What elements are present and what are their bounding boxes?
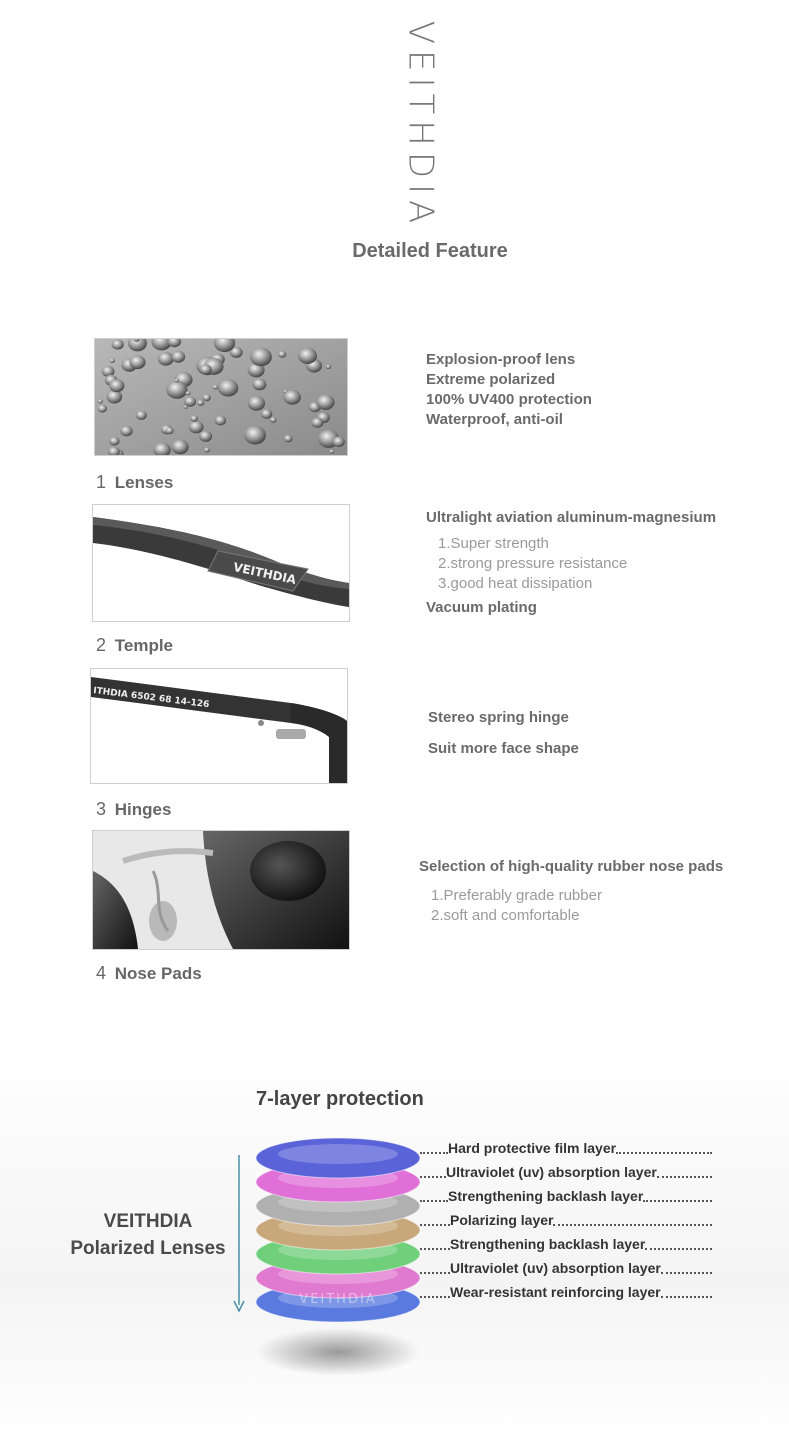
feature-2-label: Temple [114,636,174,655]
stack-shadow [256,1328,420,1376]
layer-label: Strengthening backlash layer [448,1188,644,1204]
water-drop [333,437,345,447]
leader-line [420,1296,450,1298]
feature-point: Waterproof, anti-oil [426,411,563,428]
water-drop [172,440,189,455]
brand-logo [390,20,450,230]
leader-line [420,1248,450,1250]
side-title-text: Polarized Lenses [70,1238,226,1259]
lens-layer-stack [250,1130,430,1380]
water-drop [199,431,212,442]
leader-line [645,1248,712,1250]
feature-3-caption [96,799,171,820]
water-drop [218,379,238,396]
feature-1-number: 1 [96,472,107,492]
layer-label-row [420,1260,712,1276]
water-drop [326,364,331,369]
feature-1-points [426,350,592,430]
feature-point: Selection of high-quality rubber nose pads [419,858,724,875]
feature-point: Extreme polarized [426,371,556,388]
layer-label-row [420,1236,712,1252]
disc-brand-text: VEITHDIA [299,1292,377,1307]
water-drop [189,421,204,434]
feature-point: Suit more face shape [428,740,579,757]
layer-label-row [420,1284,712,1300]
feature-3-points [428,708,579,759]
water-drop [203,394,211,401]
water-drop [248,396,265,411]
water-drop [106,390,122,403]
water-drop [109,437,119,446]
feature-4-label: Nose Pads [114,964,202,983]
down-arrow-icon [232,1155,246,1315]
lens-layer-highlight [278,1144,398,1164]
lens-water-drops-image [94,338,348,456]
page-title: Detailed Feature [352,240,508,262]
leader-line [420,1200,448,1202]
feature-2-number: 2 [96,635,107,655]
polarized-lenses-label [48,1208,248,1262]
brand-text: VEITHDIA [400,20,441,230]
temple-image [92,504,350,622]
leader-line [420,1272,450,1274]
water-drop [278,351,286,358]
water-drop [190,415,198,422]
water-drop [200,365,212,375]
feature-point: Stereo spring hinge [428,709,569,726]
water-drop [244,426,266,445]
water-drop [109,379,124,392]
feature-subpoint: 2.strong pressure resistance [438,555,628,572]
layer-label: Ultraviolet (uv) absorption layer [446,1164,657,1180]
feature-subpoint: 1.Super strength [438,535,549,552]
feature-2-caption [96,635,173,656]
feature-point: Vacuum plating [426,599,537,616]
water-drop [184,397,196,407]
leader-line [616,1152,712,1154]
water-drop [316,395,334,410]
water-drop [252,379,266,391]
nose-pad-image [92,830,350,950]
water-drop [166,381,187,399]
feature-4-caption [96,963,202,984]
hinge-engraving: ITHDIA 6502 68 14-126 [92,686,210,711]
water-drop [311,418,323,428]
leader-line [553,1224,712,1226]
layer-labels [420,1140,720,1320]
feature-point: Explosion-proof lens [426,351,576,368]
water-drop [215,416,226,426]
feature-subpoint: 2.soft and comfortable [431,907,580,924]
water-drop [158,352,174,366]
leader-line [657,1176,712,1178]
water-drop [270,417,277,423]
leader-line [643,1200,712,1202]
feature-4-number: 4 [96,963,107,983]
water-drop [136,411,147,420]
layer-label-row [420,1140,712,1156]
water-drop [250,348,272,367]
layer-label: Strengthening backlash layer [450,1236,646,1252]
water-drop [112,339,124,349]
temple-engraving: VEITHDIA [231,559,298,587]
feature-1-caption [96,472,173,493]
water-drop [166,427,174,434]
water-drop [329,449,334,453]
feature-4-points [419,857,723,926]
water-drop [98,399,103,404]
water-drop [204,447,210,452]
layer-label-row [420,1188,712,1204]
leader-line [420,1176,446,1178]
feature-point: Ultralight aviation aluminum-magnesium [426,509,717,526]
water-drop [129,355,145,369]
leader-line [661,1272,712,1274]
water-drop [171,351,185,363]
water-drop [98,405,107,413]
hinge-image [90,668,348,784]
leader-line [420,1224,450,1226]
water-drop [110,358,115,363]
feature-3-number: 3 [96,799,107,819]
water-drop [261,409,272,419]
leader-line [661,1296,712,1298]
water-drop [284,435,293,443]
feature-subpoint: 3.good heat dissipation [438,575,593,592]
water-drop [197,400,204,406]
water-drop [298,348,317,364]
layer-label: Hard protective film layer [448,1140,617,1156]
feature-3-label: Hinges [114,800,172,819]
water-drop [120,426,132,437]
feature-subpoint: 1.Preferably grade rubber [431,887,602,904]
water-drop [283,390,301,405]
feature-point: 100% UV400 protection [426,391,592,408]
layer-label: Polarizing layer [450,1212,554,1228]
feature-2-points [426,508,716,618]
protection-title: 7-layer protection [256,1088,424,1110]
side-title-brand: VEITHDIA [103,1211,193,1232]
layer-label: Wear-resistant reinforcing layer [450,1284,661,1300]
layer-label: Ultraviolet (uv) absorption layer [450,1260,661,1276]
layer-label-row [420,1212,712,1228]
layer-label-row [420,1164,712,1180]
feature-1-label: Lenses [114,473,174,492]
water-drop [186,391,191,395]
water-drop [213,385,219,390]
leader-line [420,1152,448,1154]
water-drop [174,379,178,383]
